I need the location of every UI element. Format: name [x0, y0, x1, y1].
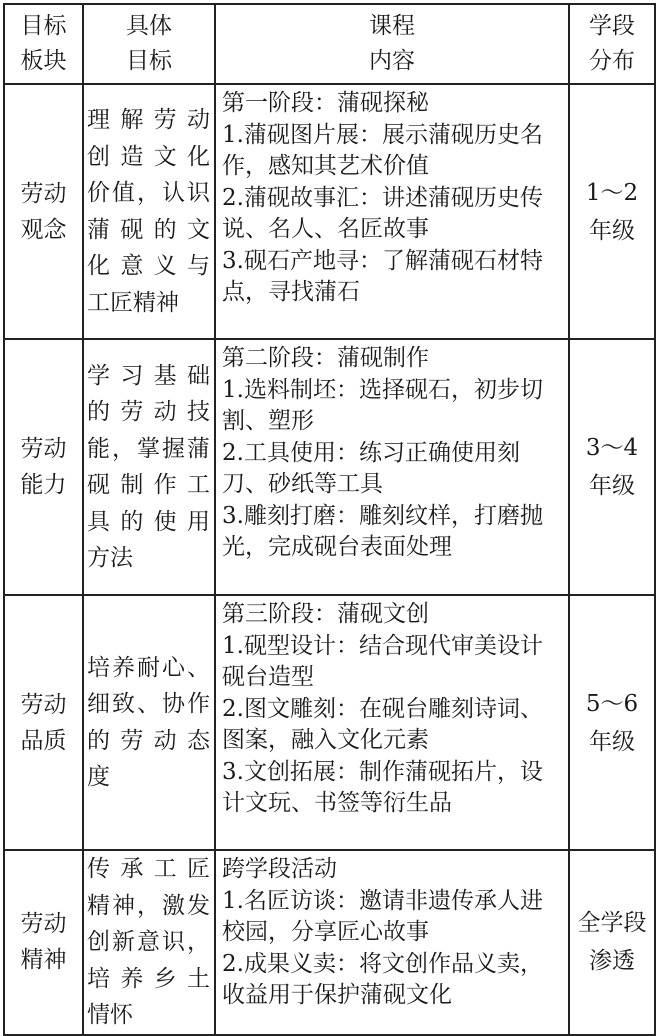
- goal-line: 创新意识，: [87, 929, 210, 955]
- goal-line: 精神，激发: [87, 892, 210, 919]
- content-cell: [215, 850, 569, 1035]
- goal-line: 蒲砚的文: [87, 216, 210, 243]
- goal-line: 培养乡土: [87, 965, 210, 992]
- item-line: 2.图文雕刻：在砚台雕刻诗词、: [222, 695, 543, 722]
- content-item: [222, 438, 564, 501]
- item-line: 1.砚型设计：结合现代审美设计: [222, 632, 543, 659]
- goal-line: 价值，认识: [87, 180, 210, 206]
- header-line: 课程: [369, 13, 415, 39]
- header-line: 学段: [589, 13, 635, 39]
- item-line: 1.名匠访谈：邀请非遗传承人进: [222, 887, 543, 914]
- goal-line: 学习基础: [87, 362, 210, 389]
- dimension-line: 劳动: [20, 911, 67, 938]
- table-row: [4, 850, 655, 1035]
- content-item: [222, 183, 564, 246]
- goal-line: 方法: [87, 545, 133, 571]
- content-cell: [215, 339, 569, 595]
- grade-line: 1～2: [585, 179, 639, 206]
- goal-line: 的劳动技: [87, 399, 210, 425]
- content-item: [222, 694, 564, 757]
- item-line: 作，感知其艺术价值: [222, 153, 429, 179]
- header-grade: [569, 4, 655, 84]
- dimension-line: 观念: [20, 216, 67, 243]
- dimension-cell: [4, 84, 83, 339]
- item-line: 说、名人、名匠故事: [222, 216, 429, 242]
- item-line: 2.成果义卖：将文创作品义卖，: [222, 950, 543, 977]
- item-line: 计文玩、书签等衍生品: [222, 790, 452, 816]
- item-line: 刀、砂纸等工具: [222, 471, 383, 497]
- goal-line: 培养耐心、: [87, 654, 210, 681]
- dimension-line: 劳动: [20, 436, 67, 462]
- grade-line: 年级: [589, 473, 635, 499]
- grade-cell: [569, 84, 655, 339]
- header-line: 目标: [20, 13, 67, 39]
- item-line: 1.选料制坯：选择砚石，初步切: [222, 376, 543, 403]
- goal-cell: [83, 339, 215, 595]
- dimension-cell: [4, 850, 83, 1035]
- dimension-cell: [4, 339, 83, 595]
- content-item: [222, 501, 564, 564]
- curriculum-table: [3, 3, 656, 1036]
- table-row: [4, 84, 655, 339]
- content-item: [222, 886, 564, 949]
- item-line: 光，完成砚台表面处理: [222, 534, 452, 560]
- grade-cell: [569, 595, 655, 850]
- grade-line: 5～6: [585, 690, 639, 717]
- goal-line: 度: [87, 764, 110, 790]
- content-item: [222, 757, 564, 820]
- stage-title: 第一阶段：蒲砚探秘: [222, 90, 429, 116]
- item-line: 2.蒲砚故事汇：讲述蒲砚历史传: [222, 184, 543, 211]
- item-line: 砚台造型: [222, 664, 314, 690]
- table-body: [4, 84, 655, 1035]
- header-dimension: [4, 4, 83, 84]
- header-line: 板块: [20, 48, 67, 74]
- goal-line: 砚制作工: [87, 472, 210, 498]
- goal-line: 具的使用: [87, 508, 210, 535]
- stage-title: 第二阶段：蒲砚制作: [222, 345, 429, 371]
- item-line: 1.蒲砚图片展：展示蒲砚历史名: [222, 121, 543, 148]
- content-cell: [215, 595, 569, 850]
- table-row: [4, 595, 655, 850]
- item-line: 3.雕刻打磨：雕刻纹样，打磨抛: [222, 502, 543, 529]
- goal-line: 创造文化: [87, 143, 210, 170]
- goal-line: 细致、协作: [87, 691, 210, 717]
- dimension-line: 品质: [20, 727, 67, 754]
- dimension-cell: [4, 595, 83, 850]
- header-line: 目标: [126, 48, 172, 74]
- goal-line: 工匠精神: [87, 289, 179, 316]
- content-item: [222, 631, 564, 694]
- goal-line: 情怀: [87, 1002, 133, 1028]
- grade-line: 全学段: [577, 910, 647, 937]
- grade-cell: [569, 850, 655, 1035]
- grade-line: 年级: [589, 728, 635, 755]
- goal-line: 理解劳动: [87, 107, 210, 133]
- item-line: 割、塑形: [222, 408, 314, 434]
- item-line: 2.工具使用：练习正确使用刻: [222, 439, 520, 466]
- header-content: [215, 4, 569, 84]
- grade-cell: [569, 339, 655, 595]
- header-line: 内容: [369, 48, 415, 74]
- header-row: [4, 4, 655, 84]
- content-item: [222, 120, 564, 183]
- content-item: [222, 949, 564, 1012]
- stage-title: 跨学段活动: [222, 856, 337, 882]
- dimension-line: 能力: [20, 472, 67, 498]
- content-cell: [215, 84, 569, 339]
- header-line: 具体: [126, 13, 172, 39]
- dimension-line: 劳动: [20, 180, 67, 207]
- item-line: 收益用于保护蒲砚文化: [222, 982, 452, 1008]
- goal-cell: [83, 850, 215, 1035]
- goal-line: 化意义与: [87, 253, 210, 279]
- content-item: [222, 246, 564, 309]
- goal-cell: [83, 84, 215, 339]
- stage-title: 第三阶段：蒲砚文创: [222, 601, 429, 627]
- item-line: 点，寻找蒲石: [222, 279, 360, 305]
- goal-line: 传承工匠: [87, 856, 210, 882]
- goal-line: 能，掌握蒲: [87, 435, 210, 462]
- grade-line: 渗透: [589, 948, 635, 975]
- table-row: [4, 339, 655, 595]
- content-item: [222, 375, 564, 438]
- grade-line: 年级: [589, 217, 635, 244]
- item-line: 3.文创拓展：制作蒲砚拓片，设: [222, 758, 543, 785]
- goal-line: 的劳动态: [87, 727, 210, 754]
- item-line: 图案，融入文化元素: [222, 727, 429, 753]
- table-header: [4, 4, 655, 84]
- header-goal: [83, 4, 215, 84]
- header-line: 分布: [589, 48, 635, 74]
- item-line: 校园，分享匠心故事: [222, 919, 429, 945]
- item-line: 3.砚石产地寻：了解蒲砚石材特: [222, 247, 543, 274]
- dimension-line: 精神: [20, 947, 67, 974]
- dimension-line: 劳动: [20, 691, 67, 718]
- grade-line: 3～4: [585, 435, 639, 461]
- goal-cell: [83, 595, 215, 850]
